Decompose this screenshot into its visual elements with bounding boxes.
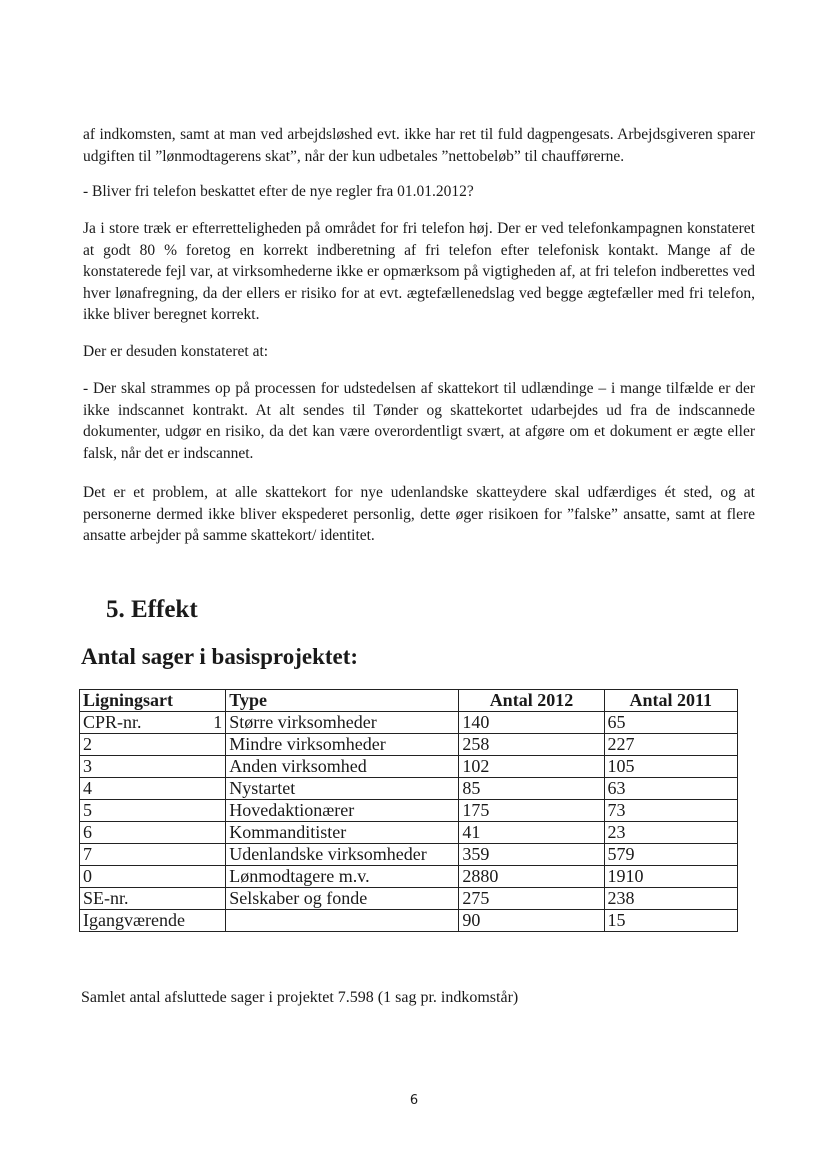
cell-type: Hovedaktionærer xyxy=(226,800,459,822)
page-number: 6 xyxy=(409,1093,419,1108)
cell-antal-2012: 140 xyxy=(459,712,604,734)
paragraph-income: af indkomsten, samt at man ved arbejdsløshed evt. ikke har ret til fuld dagpengesats. Arbejdsgiveren sparer udgiften til ”lønmodtagerens skat”, når der kun udbetales ”nettobeløb” til chaufførerne. xyxy=(83,126,755,165)
header-antal-2012: Antal 2012 xyxy=(459,690,604,712)
cell-antal-2011: 15 xyxy=(604,910,737,932)
cell-type: Anden virksomhed xyxy=(226,756,459,778)
table-row xyxy=(80,756,738,778)
table-header-row xyxy=(80,690,738,712)
paragraph-problem: Det er et problem, at alle skattekort for nye udenlandske skatteydere skal udfærdiges ét sted, og at personerne dermed ikke bliver ekspederet personlig, dette øger risikoen for ”falske” ansatte, samt at flere ansatte arbejder på samme skattekort/ identitet. xyxy=(83,484,755,544)
table-row xyxy=(80,910,738,932)
cell-antal-2011: 227 xyxy=(604,734,737,756)
cell-antal-2011: 23 xyxy=(604,822,737,844)
cell-antal-2012: 2880 xyxy=(459,866,604,888)
header-ligningsart: Ligningsart xyxy=(80,690,226,712)
header-type: Type xyxy=(226,690,459,712)
cell-antal-2011: 65 xyxy=(604,712,737,734)
cell-ligningsart: 5 xyxy=(80,800,226,822)
cell-type: Udenlandske virksomheder xyxy=(226,844,459,866)
table-subheading: Antal sager i basisprojektet: xyxy=(81,644,359,669)
paragraph-question-phone: - Bliver fri telefon beskattet efter de nye regler fra 01.01.2012? xyxy=(83,183,474,200)
cases-table xyxy=(79,689,738,932)
cell-antal-2012: 359 xyxy=(459,844,604,866)
table-row xyxy=(80,822,738,844)
section-heading: 5. Effekt xyxy=(106,596,198,623)
cell-type: Lønmodtagere m.v. xyxy=(226,866,459,888)
cell-antal-2012: 102 xyxy=(459,756,604,778)
table-row xyxy=(80,866,738,888)
paragraph-tax-cards: - Der skal strammes op på processen for udstedelsen af skattekort til udlændinge – i mange tilfælde er der ikke indscannet kontrakt. At alt sendes til Tønder og skattekortet udarbejdes ud fra de indscannede dokumenter, udgør en risiko, da det kan være overordentligt svært, at afgøre om et dokument er ægte eller falsk, når det er indscannet. xyxy=(83,380,755,462)
table-body xyxy=(80,712,738,932)
cell-ligningsart xyxy=(80,712,226,734)
paragraph-further-findings: Der er desuden konstateret at: xyxy=(83,343,269,360)
cell-antal-2012: 175 xyxy=(459,800,604,822)
cell-type: Nystartet xyxy=(226,778,459,800)
cell-ligningsart: Igangværende xyxy=(80,910,226,932)
cell-antal-2011: 579 xyxy=(604,844,737,866)
cell-ligningsart: 6 xyxy=(80,822,226,844)
cell-antal-2012: 275 xyxy=(459,888,604,910)
ligningsart-code: 1 xyxy=(213,712,223,732)
cell-ligningsart: 2 xyxy=(80,734,226,756)
table-row xyxy=(80,888,738,910)
paragraph-phone-compliance: Ja i store træk er efterretteligheden på området for fri telefon høj. Der er ved telefonkampagnen konstateret at godt 80 % foretog en korrekt indberetning af fri telefon efter telefonisk kontakt. Mange af de konstaterede fejl var, at virksomhederne ikke er opmærksom på vigtigheden af, at fri telefon indberettes ved hver lønafregning, da der ellers er risiko for at evt. ægtefællenedslag ved begge ægtefæller med fri telefon, ikke bliver beregnet korrekt. xyxy=(83,220,755,323)
cell-antal-2012: 41 xyxy=(459,822,604,844)
cell-antal-2011: 105 xyxy=(604,756,737,778)
cell-type: Selskaber og fonde xyxy=(226,888,459,910)
cell-antal-2011: 73 xyxy=(604,800,737,822)
cell-antal-2012: 90 xyxy=(459,910,604,932)
cell-ligningsart: 3 xyxy=(80,756,226,778)
header-antal-2011: Antal 2011 xyxy=(604,690,737,712)
cell-type xyxy=(226,910,459,932)
cell-ligningsart: 4 xyxy=(80,778,226,800)
cell-type: Større virksomheder xyxy=(226,712,459,734)
table-row xyxy=(80,734,738,756)
cell-antal-2011: 63 xyxy=(604,778,737,800)
table-row xyxy=(80,844,738,866)
cell-ligningsart: 7 xyxy=(80,844,226,866)
table-row xyxy=(80,800,738,822)
cell-ligningsart: SE-nr. xyxy=(80,888,226,910)
cell-antal-2011: 238 xyxy=(604,888,737,910)
cell-antal-2012: 85 xyxy=(459,778,604,800)
cell-type: Kommanditister xyxy=(226,822,459,844)
cell-ligningsart: 0 xyxy=(80,866,226,888)
ligningsart-label: CPR-nr. xyxy=(83,712,142,732)
table-row xyxy=(80,778,738,800)
summary-text: Samlet antal afsluttede sager i projektet 7.598 (1 sag pr. indkomstår) xyxy=(81,989,519,1006)
cell-antal-2011: 1910 xyxy=(604,866,737,888)
cell-antal-2012: 258 xyxy=(459,734,604,756)
table-row xyxy=(80,712,738,734)
cell-type: Mindre virksomheder xyxy=(226,734,459,756)
